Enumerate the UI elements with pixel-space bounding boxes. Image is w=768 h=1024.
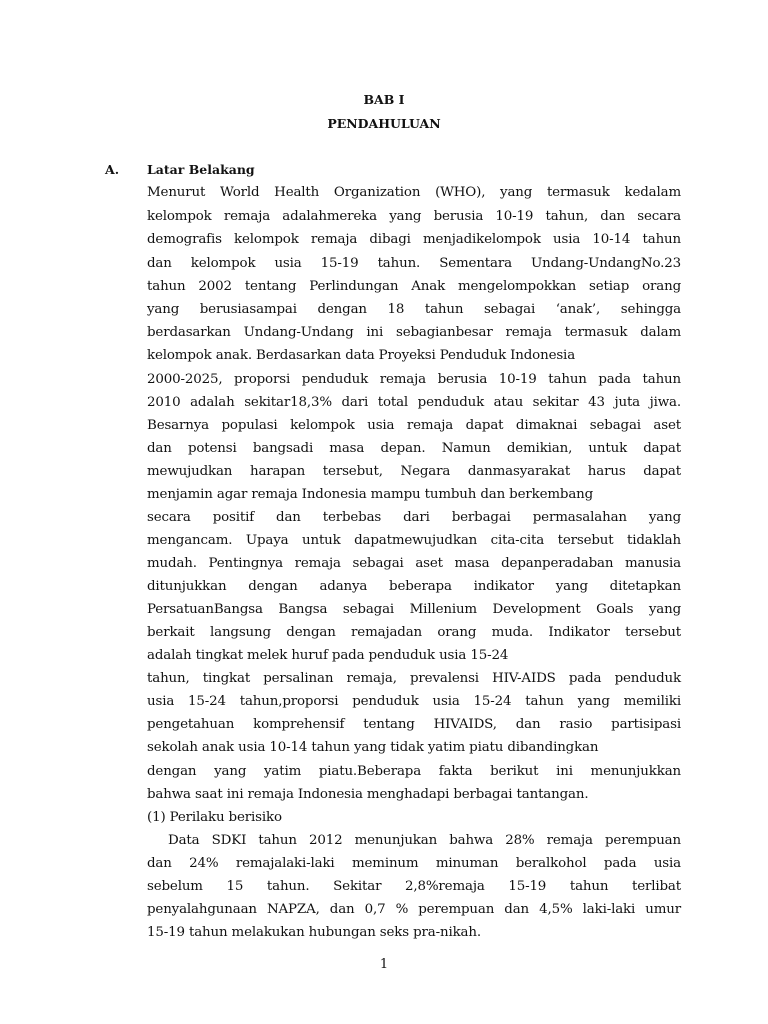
paragraph-line: 15-19 tahun melakukan hubungan seks pra-nikah. — [147, 925, 481, 940]
paragraph-line: adalah tingkat melek huruf pada penduduk usia 15-24 — [147, 648, 509, 663]
paragraph-line: tahun, tingkat persalinan remaja, prevalensi HIV-AIDS pada penduduk — [147, 671, 681, 686]
paragraph-line: berdasarkan Undang-Undang ini sebagianbesar remaja termasuk dalam — [147, 325, 681, 340]
paragraph-line: berkait langsung dengan remajadan orang muda. Indikator tersebut — [147, 625, 681, 640]
paragraph-line: dengan yang yatim piatu.Beberapa fakta berikut ini menunjukkan — [147, 764, 681, 779]
paragraph-line: kelompok anak. Berdasarkan data Proyeksi Penduduk Indonesia — [147, 348, 576, 363]
paragraph-line: PersatuanBangsa Bangsa sebagai Millenium Development Goals yang — [147, 602, 681, 617]
paragraph-line: dan 24% remajalaki-laki meminum minuman beralkohol pada usia — [147, 856, 681, 871]
section-title: Latar Belakang — [147, 162, 255, 177]
paragraph-line: secara positif dan terbebas dari berbagai permasalahan yang — [147, 510, 681, 525]
section-heading — [105, 162, 255, 177]
paragraph-line: pengetahuan komprehensif tentang HIVAIDS, dan rasio partisipasi — [147, 717, 681, 732]
paragraph-line: 2010 adalah sekitar18,3% dari total penduduk atau sekitar 43 juta jiwa. — [147, 395, 681, 410]
chapter-number: BAB I — [363, 92, 405, 107]
section-letter: A. — [105, 162, 120, 177]
chapter-title: PENDAHULUAN — [327, 116, 441, 131]
paragraph-line: tahun 2002 tentang Perlindungan Anak mengelompokkan setiap orang — [147, 279, 681, 294]
paragraph-line: usia 15-24 tahun,proporsi penduduk usia 15-24 tahun yang memiliki — [147, 694, 681, 709]
paragraph-line: Besarnya populasi kelompok usia remaja dapat dimaknai sebagai aset — [147, 418, 681, 433]
paragraph-line: 2000-2025, proporsi penduduk remaja berusia 10-19 tahun pada tahun — [147, 372, 681, 387]
paragraph-line: mengancam. Upaya untuk dapatmewujudkan cita-cita tersebut tidaklah — [147, 533, 681, 548]
paragraph-line: demografis kelompok remaja dibagi menjadikelompok usia 10-14 tahun — [147, 232, 681, 247]
paragraph-line: ditunjukkan dengan adanya beberapa indikator yang ditetapkan — [147, 579, 681, 594]
subsection-heading: (1) Perilaku berisiko — [147, 810, 282, 825]
paragraph-line: bahwa saat ini remaja Indonesia menghadapi berbagai tantangan. — [147, 787, 589, 802]
paragraph-line: mewujudkan harapan tersebut, Negara danmasyarakat harus dapat — [147, 464, 681, 479]
paragraph-line: yang berusiasampai dengan 18 tahun sebagai ‘anak’, sehingga — [147, 302, 681, 317]
paragraph-line: kelompok remaja adalahmereka yang berusia 10-19 tahun, dan secara — [147, 209, 681, 224]
paragraph-line: sekolah anak usia 10-14 tahun yang tidak yatim piatu dibandingkan — [147, 740, 599, 755]
paragraph-line: sebelum 15 tahun. Sekitar 2,8%remaja 15-19 tahun terlibat — [147, 879, 681, 894]
paragraph-line: Menurut World Health Organization (WHO), yang termasuk kedalam — [147, 185, 681, 200]
paragraph-line: penyalahgunaan NAPZA, dan 0,7 % perempuan dan 4,5% laki-laki umur — [147, 902, 681, 917]
paragraph-line: menjamin agar remaja Indonesia mampu tumbuh dan berkembang — [147, 487, 594, 502]
page-number: 1 — [379, 957, 389, 972]
paragraph-line: Data SDKI tahun 2012 menunjukan bahwa 28% remaja perempuan — [168, 833, 681, 848]
paragraph-line: mudah. Pentingnya remaja sebagai aset masa depanperadaban manusia — [147, 556, 681, 571]
paragraph-line: dan potensi bangsadi masa depan. Namun demikian, untuk dapat — [147, 441, 681, 456]
paragraph-line: dan kelompok usia 15-19 tahun. Sementara Undang-UndangNo.23 — [147, 256, 681, 271]
